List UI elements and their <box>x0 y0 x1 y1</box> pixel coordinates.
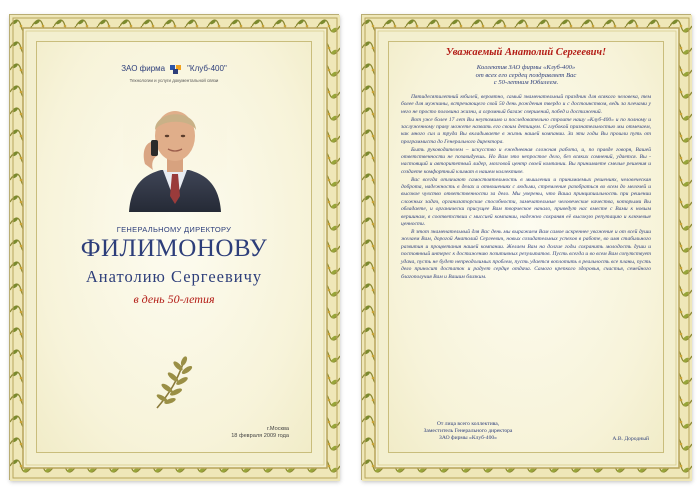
intro-line: Коллектив ЗАО фирмы «Клуб-400» <box>476 64 576 71</box>
signatory-name: А.В. Дородный <box>612 436 649 442</box>
occasion-text: в день 50-летия <box>133 292 215 306</box>
signature-line: ЗАО фирмы «Клуб-400» <box>439 435 497 441</box>
date-text: 18 февраля 2009 года <box>231 433 289 439</box>
city-text: г.Москва <box>266 426 289 432</box>
letter-paragraph: Пятидесятилетний юбилей, вероятно, самый знаменательный праздник для всякого человека, тем более для мужчины, встречающего свой 50 день рождения твердо и с достоинством, ведь за плечами у него не просто половина жизни, а огромный багаж свершений, побед и достижений. <box>401 94 651 115</box>
certificate-letter-page <box>361 14 691 480</box>
intro-line: от всех его сердец поздравляет Вас <box>475 71 577 79</box>
intro-line: с 50-летним Юбилеем. <box>493 79 559 87</box>
logo-cube-icon <box>169 63 183 75</box>
company-logo <box>37 58 311 83</box>
recipient-given-names: Анатолию Сергеевичу <box>85 267 263 286</box>
letter-content-area <box>388 41 664 453</box>
certificate-front-page <box>9 14 339 480</box>
front-content-area <box>36 41 312 453</box>
greeting-title: Уважаемый Анатолий Сергеевич! <box>445 47 607 58</box>
recipient-surname: ФИЛИМОНОВУ <box>80 235 268 262</box>
place-and-date <box>231 426 289 440</box>
intro-block <box>389 64 663 87</box>
letter-paragraph: Быть руководителем – искусство и ежедневная сложная работа, и, по правде говоря, Вашей ответственности не позавидуешь. Но Вам это непростое дело, без всяких сомнений, удается. Вы - настоящий и авторитетный лидер, мозговой центр своей компании. Вы принимаете смелые решения и создаете комфортный климат в нашем коллективе. <box>401 146 651 175</box>
letter-paragraph: Вас всегда отличают самостоятельность в мышлении и принимаемых решениях, человеческая доброта, надежность в делах и отношениях с людьми, стремление разобраться во всем до мелочей и высокое чувство ответственности за дело. Мы уверены, что Ваша принципиальность при решении сложных задач, организаторские способности, замечательные человеческие качества, которыми Вы обладаете, и органически присущее Вам творческое начало, приведут нас вместе с Вами к новым вершинам, в соответствии с миссией компании, надежно сохраняя её высокую репутацию и ключевые ценности. <box>401 176 651 228</box>
laurel-branch-icon <box>151 352 201 412</box>
letter-paragraph: Вот уже более 17 лет Вы неутомимо и последовательно строите нашу «Клуб-400» и по полному и заслуженному праву можете назвать его своим детищем. С глубокой признательностью мы отмечаем, как много сил и труда Вы вкладываете в жизнь нашей компании. За эти годы Вы прошли путь от программиста до Генерального директора. <box>401 116 651 145</box>
recipient-position: ГЕНЕРАЛЬНОМУ ДИРЕКТОРУ <box>116 225 232 234</box>
logo-company-text: ЗАО фирма <box>121 64 166 73</box>
letter-paragraph: В этот знаменательный для Вас день мы выражаем Вам самое искреннее уважение и от всей души желаем Вам, дорогой Анатолий Сергеевич, новых созидательных успехов в работе, во имя стабильного развития и процветания нашей компании. Желаем Вам на долгие годы сохранить молодость души и постоянный интерес к достижению позитивных результатов. Пусть всегда и во всем Вам сопутствует удача, пусть не будет непреодолимых проблем, пусть удается воплотить в реальность все планы, пусть дело приносит достаток и радует сердце отдача. Самого крепкого здоровья, счастья, семейного благополучия Вам и Вашим близким. <box>401 228 651 280</box>
signature-line: Заместитель Генерального директора <box>423 428 513 434</box>
logo-brand-text: "Клуб-400" <box>187 64 227 73</box>
signature-block <box>413 421 523 442</box>
signature-line: От лица всего коллектива, <box>436 421 500 427</box>
letter-body <box>401 94 651 281</box>
portrait-photo <box>123 94 227 212</box>
logo-tagline: Технологии и услуги документальной связи <box>129 78 219 83</box>
